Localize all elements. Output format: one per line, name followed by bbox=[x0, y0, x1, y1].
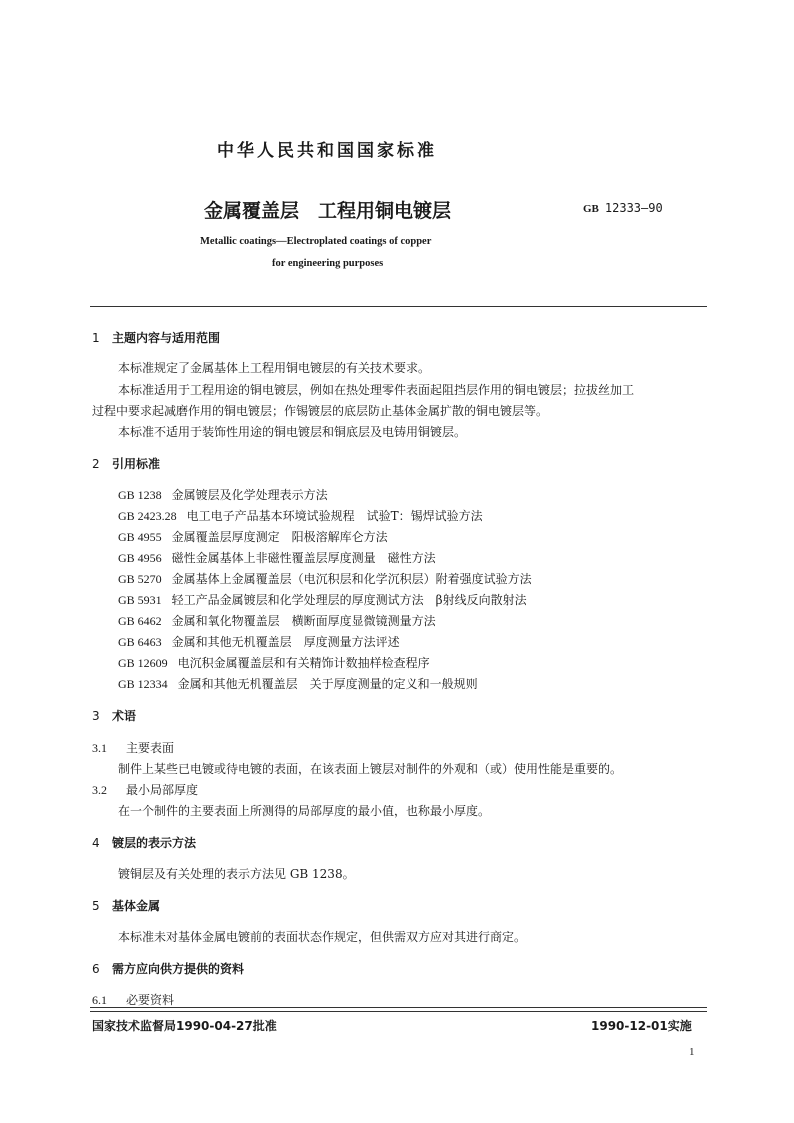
section-number: 6 bbox=[92, 962, 100, 976]
term-definition: 制件上某些已电镀或待电镀的表面，在该表面上镀层对制件的外观和（或）使用性能是重要的。 bbox=[118, 762, 623, 776]
section-title: 主题内容与适用范围 bbox=[112, 331, 221, 345]
header-divider bbox=[90, 306, 707, 307]
subsection-heading bbox=[92, 991, 174, 1008]
english-title-line2: for engineering purposes bbox=[272, 258, 384, 269]
paragraph: 过程中要求起减磨作用的铜电镀层；作锡镀层的底层防止基体金属扩散的铜电镀层等。 bbox=[92, 404, 549, 418]
section-1-heading bbox=[92, 329, 220, 346]
reference-item bbox=[118, 654, 430, 671]
reference-code: GB 4956 bbox=[118, 551, 162, 565]
approval-date: 国家技术监督局1990-04-27批准 bbox=[92, 1019, 277, 1033]
reference-item bbox=[118, 612, 436, 629]
reference-item bbox=[118, 591, 527, 608]
section-title: 需方应向供方提供的资料 bbox=[112, 962, 245, 976]
reference-item bbox=[118, 528, 388, 545]
section-number: 3 bbox=[92, 709, 100, 723]
term-number: 3.1 bbox=[92, 741, 107, 755]
section-title: 基体金属 bbox=[112, 899, 161, 913]
reference-title: 电工电子产品基本环境试验规程 试验T：锡焊试验方法 bbox=[186, 509, 483, 523]
reference-title: 金属和氧化物覆盖层 横断面厚度显微镜测量方法 bbox=[171, 614, 436, 628]
section-title: 镀层的表示方法 bbox=[112, 836, 197, 850]
section-4-heading bbox=[92, 834, 196, 851]
standard-code: 12333—90 bbox=[604, 201, 663, 215]
section-2-heading bbox=[92, 455, 160, 472]
reference-title: 金属和其他无机覆盖层 厚度测量方法评述 bbox=[171, 635, 400, 649]
reference-item bbox=[118, 570, 532, 587]
section-number: 1 bbox=[92, 331, 100, 345]
reference-title: 电沉积金属覆盖层和有关精饰计数抽样检查程序 bbox=[177, 656, 430, 670]
paragraph: 本标准规定了金属基体上工程用铜电镀层的有关技术要求。 bbox=[118, 361, 431, 375]
reference-code: GB 2423.28 bbox=[118, 509, 177, 523]
reference-code: GB 4955 bbox=[118, 530, 162, 544]
standard-org-heading: 中华人民共和国国家标准 bbox=[217, 141, 437, 161]
subsection-title: 必要资料 bbox=[126, 993, 175, 1007]
term-heading bbox=[92, 781, 198, 798]
term-definition: 在一个制件的主要表面上所测得的局部厚度的最小值，也称最小厚度。 bbox=[118, 804, 491, 818]
section-3-heading bbox=[92, 707, 136, 724]
reference-item bbox=[118, 486, 328, 503]
effective-date: 1990-12-01实施 bbox=[591, 1019, 692, 1033]
reference-code: GB 12609 bbox=[118, 656, 168, 670]
paragraph: 本标准不适用于装饰性用途的铜电镀层和铜底层及电铸用铜镀层。 bbox=[118, 425, 467, 439]
reference-title: 金属基体上金属覆盖层（电沉积层和化学沉积层）附着强度试验方法 bbox=[171, 572, 532, 586]
paragraph: 镀铜层及有关处理的表示方法见 GB 1238。 bbox=[118, 867, 355, 881]
section-title: 术语 bbox=[112, 709, 137, 723]
term-heading bbox=[92, 739, 174, 756]
paragraph: 本标准未对基体金属电镀前的表面状态作规定，但供需双方应对其进行商定。 bbox=[118, 930, 527, 944]
section-number: 4 bbox=[92, 836, 100, 850]
reference-code: GB 6462 bbox=[118, 614, 162, 628]
reference-title: 磁性金属基体上非磁性覆盖层厚度测量 磁性方法 bbox=[171, 551, 436, 565]
document-title: 金属覆盖层 工程用铜电镀层 bbox=[204, 200, 452, 222]
reference-code: GB 1238 bbox=[118, 488, 162, 502]
reference-item bbox=[118, 675, 478, 692]
term-number: 3.2 bbox=[92, 783, 107, 797]
reference-title: 金属和其他无机覆盖层 关于厚度测量的定义和一般规则 bbox=[177, 677, 478, 691]
section-number: 2 bbox=[92, 457, 100, 471]
reference-title: 金属镀层及化学处理表示方法 bbox=[171, 488, 328, 502]
footer-divider bbox=[90, 1007, 707, 1012]
english-title-line1: Metallic coatings—Electroplated coatings of copper bbox=[200, 236, 432, 247]
section-5-heading bbox=[92, 897, 160, 914]
section-6-heading bbox=[92, 960, 244, 977]
standard-number bbox=[583, 201, 663, 215]
reference-code: GB 12334 bbox=[118, 677, 168, 691]
term-title: 主要表面 bbox=[126, 741, 175, 755]
paragraph: 本标准适用于工程用途的铜电镀层，例如在热处理零件表面起阻挡层作用的铜电镀层；拉拔丝加工 bbox=[118, 383, 635, 397]
term-title: 最小局部厚度 bbox=[126, 783, 199, 797]
reference-item bbox=[118, 633, 400, 650]
reference-item bbox=[118, 507, 483, 524]
reference-item bbox=[118, 549, 436, 566]
section-number: 5 bbox=[92, 899, 100, 913]
reference-title: 轻工产品金属镀层和化学处理层的厚度测试方法 β射线反向散射法 bbox=[171, 593, 527, 607]
standard-prefix: GB bbox=[583, 203, 599, 215]
reference-code: GB 6463 bbox=[118, 635, 162, 649]
section-title: 引用标准 bbox=[112, 457, 161, 471]
reference-title: 金属覆盖层厚度测定 阳极溶解库仑方法 bbox=[171, 530, 388, 544]
page-number: 1 bbox=[689, 1046, 695, 1058]
subsection-number: 6.1 bbox=[92, 993, 107, 1007]
reference-code: GB 5270 bbox=[118, 572, 162, 586]
reference-code: GB 5931 bbox=[118, 593, 162, 607]
